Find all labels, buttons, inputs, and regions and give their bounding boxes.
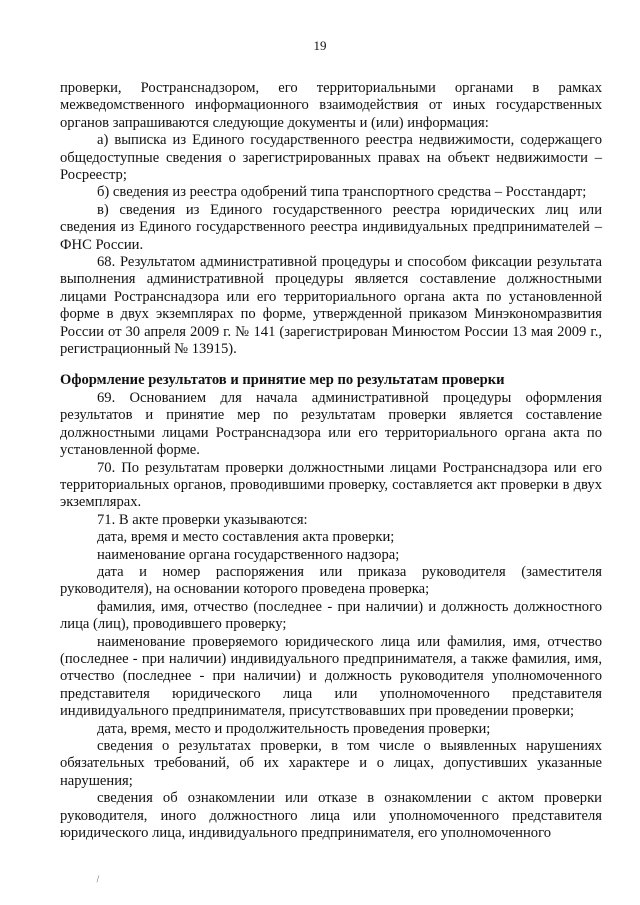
paragraph: сведения об ознакомлении или отказе в ознакомлении с актом проверки руководителя, иного должностного лица или уполномоченного представителя юридического лица, индивидуального предпринимателя, его уполномоченного [60, 790, 602, 842]
paragraph: б) сведения из реестра одобрений типа транспортного средства – Росстандарт; [97, 184, 587, 201]
paragraph: фамилия, имя, отчество (последнее - при наличии) и должность должностного лица (лиц), проводившего проверку; [60, 598, 602, 633]
document-body [60, 80, 602, 842]
paragraph: наименование органа государственного надзора; [97, 546, 400, 563]
paragraph: 71. В акте проверки указываются: [97, 511, 308, 528]
paragraph-group-after-heading [60, 390, 602, 843]
paragraph: дата, время, место и продолжительность проведения проверки; [97, 720, 491, 737]
paragraph: в) сведения из Единого государственного реестра юридических лиц или сведения из Единого государственного реестра индивидуальных предпринимателей – ФНС России. [60, 201, 602, 253]
paragraph: дата, время и место составления акта проверки; [97, 529, 395, 546]
paragraph: проверки, Ространснадзором, его территориальными органами в рамках межведомственного информационного взаимодействия от иных государственных органов запрашиваются следующие документы и (или) информация: [60, 80, 602, 131]
section-heading: Оформление результатов и принятие мер по результатам проверки [60, 371, 505, 388]
paragraph: а) выписка из Единого государственного реестра недвижимости, содержащего общедоступные сведения о зарегистрированных правах на объект недвижимости – Росреестр; [60, 132, 602, 184]
paragraph-group-before-heading [60, 80, 602, 359]
paragraph: сведения о результатах проверки, в том числе о выявленных нарушениях обязательных требований, об их характере и о лицах, допустивших указанные нарушения; [60, 738, 602, 789]
paragraph: 70. По результатам проверки должностными лицами Ространснадзора или его территориальных органов, проводившими проверку, составляется акт проверки в двух экземплярах. [60, 459, 602, 511]
paragraph: наименование проверяемого юридического лица или фамилия, имя, отчество (последнее - при наличии) индивидуального предпринимателя, а также фамилия, имя, отчество (последнее - при наличии) и должность руководителя уполномоченного представителя юридического лица или уполномоченного представителя индивидуального предпринимателя, присутствовавших при проведении проверки; [60, 633, 602, 720]
paragraph: дата и номер распоряжения или приказа руководителя (заместителя руководителя), на основании которого проведена проверка; [60, 563, 602, 598]
page-number: 19 [313, 38, 327, 53]
scan-mark: \ [93, 874, 102, 885]
paragraph: 68. Результатом административной процедуры и способом фиксации результата выполнения административной процедуры является составление должностными лицами Ространснадзора или его территориального органа акта по установленной форме в двух экземплярах по форме, утвержденной приказом Минэкономразвития России от 30 апреля 2009 г. № 141 (зарегистрирован Минюстом России 13 мая 2009 г., регистрационный № 13915). [60, 254, 602, 358]
paragraph: 69. Основанием для начала административной процедуры оформления результатов и принятие мер по результатам проверки является составление должностными лицами Ространснадзора или его территориального органа акта по установленной форме. [60, 389, 602, 459]
